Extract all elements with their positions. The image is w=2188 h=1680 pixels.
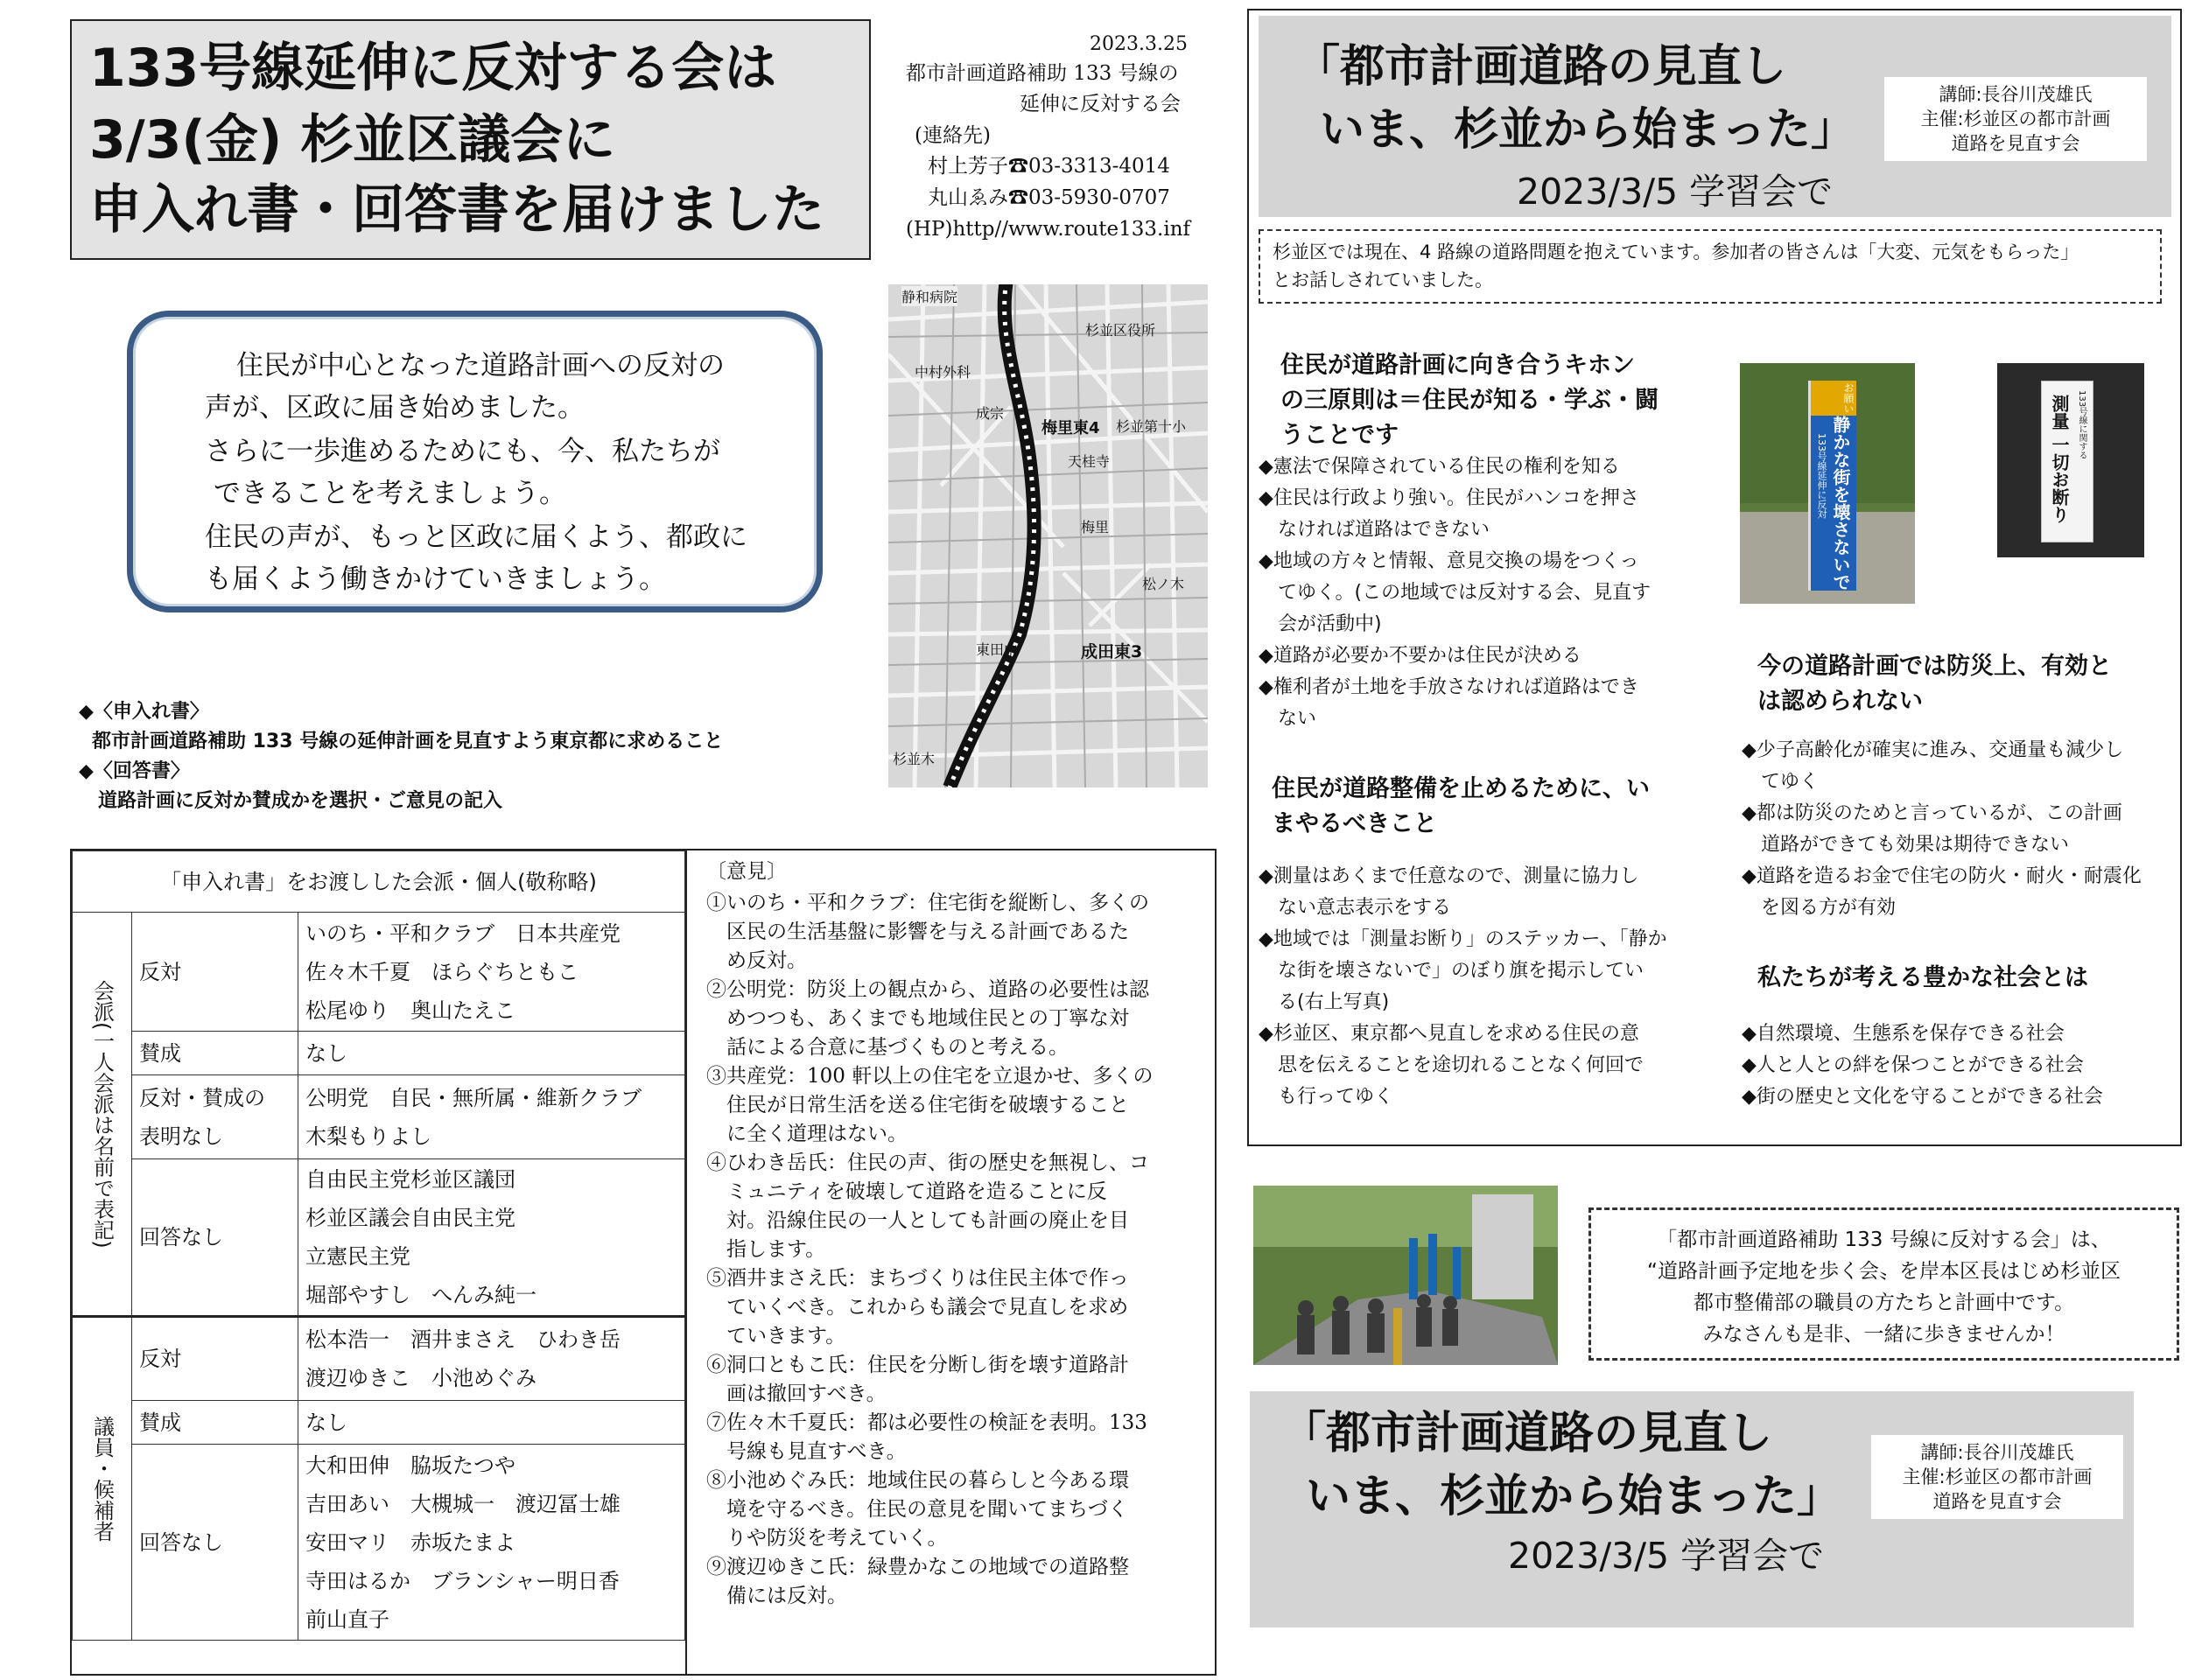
banner-main-text: 静かな街を壊さないで: [1830, 416, 1851, 591]
name-line: 吉田あい 大槻城一 渡辺冨士雄: [305, 1491, 621, 1516]
row-names: [298, 1032, 685, 1075]
org-name-line2: 延伸に反対する会: [1020, 93, 1181, 116]
repeat-host-line1: 主催:杉並区の都市計画: [1902, 1466, 2093, 1488]
map-label-5: 杉並区役所: [1085, 322, 1156, 339]
opinion-line: ⑥洞口ともこ氏：住民を分断し街を壊す道路計: [706, 1354, 1129, 1376]
lecturer-name: 講師:長谷川茂雄氏: [1939, 84, 2093, 105]
section3-item: ◆道路を造るお金で住宅の防火・耐火・耐震化: [1742, 865, 2142, 887]
map-graphic: [888, 284, 1208, 788]
section4-item: ◆街の歴史と文化を守ることができる社会: [1742, 1086, 2103, 1108]
lecturer-box: [1884, 77, 2147, 161]
name-line: 松本浩一 酒井まさえ ひわき岳: [305, 1327, 621, 1352]
walk-line1: 「都市計画道路補助 133 号線に反対する会」は、: [1657, 1228, 2111, 1251]
opinion-line: ていくべき。これからも議会で見直しを求め: [706, 1296, 1129, 1319]
section3-title-line1: 今の道路計画では防災上、有効と: [1757, 653, 2112, 680]
table-header: 「申入れ書」をお渡しした会派・個人(敬称略): [73, 851, 685, 913]
row-names: [298, 1317, 685, 1401]
row-label: 回答なし: [132, 1159, 298, 1317]
map-label-11: 梅里: [1081, 519, 1110, 536]
message-line4: できることを考えましょう。: [214, 478, 566, 509]
opinion-line: 境を守るべき。住民の意見を聞いてまちづく: [706, 1498, 1128, 1521]
message-line6: も届くよう働きかけていきましょう。: [205, 564, 666, 595]
opinion-line: めつつも、あくまでも地域住民との丁寧な対: [706, 1007, 1129, 1030]
homepage-url[interactable]: (HP)http//www.route133.inf: [906, 218, 1191, 241]
section1-item: てゆく。(この地域では反対する会、見直す: [1259, 582, 1652, 604]
section1-item: ◆地域の方々と情報、意見交換の場をつくっ: [1259, 550, 1639, 572]
section2-title-line2: まやるべきこと: [1272, 810, 1437, 837]
intro-line1: 杉並区では現在、4 路線の道路問題を抱えています。参加者の皆さんは「大変、元気をもらった」: [1273, 242, 2079, 262]
section2-item: 思を伝えることを途切れることなく何回で: [1259, 1054, 1645, 1076]
factions-table: [72, 850, 685, 1641]
name-line: 前山直子: [305, 1606, 389, 1632]
repeat-host-line2: 道路を見直す会: [1932, 1491, 2062, 1512]
main-title-line1: 133号線延伸に反対する会は: [89, 38, 777, 99]
note-answer-text: 道路計画に反対か賛成かを選択・ご意見の記入: [98, 790, 503, 812]
section2-item: も行ってゆく: [1259, 1086, 1394, 1108]
repeat-date: 2023/3/5 学習会で: [1508, 1535, 1825, 1577]
street-walk-photo: [1253, 1186, 1558, 1365]
opinion-line: め反対。: [706, 949, 807, 972]
sticker-small-text: 133号線に関する: [2077, 390, 2086, 460]
section1-title-line1: 住民が道路計画に向き合うキホン: [1280, 352, 1635, 379]
section1-item: ない: [1259, 708, 1317, 730]
row-names: [298, 1401, 685, 1445]
row-names: [298, 1445, 685, 1641]
map-label-6: 天桂寺: [1068, 453, 1111, 470]
opinion-line: ①いのち・平和クラブ：住宅街を縦断し、多くの: [706, 892, 1149, 914]
message-line2: 声が、区政に届き始めました。: [205, 392, 585, 424]
opinion-line: ミュニティを破壊して道路を造ることに反: [706, 1180, 1107, 1203]
contact-maruyama: 丸山ゑみ☎03-5930-0707: [928, 186, 1170, 209]
row-names: [298, 1075, 685, 1159]
section4-item: ◆自然環境、生態系を保存できる社会: [1742, 1023, 2065, 1045]
section2-item: ◆杉並区、東京都へ見直しを求める住民の意: [1259, 1023, 1639, 1045]
row-label: 反対・賛成の 表明なし: [132, 1075, 298, 1159]
issue-date: 2023.3.25: [1090, 33, 1188, 55]
group-factions-label: 会派(一人会派は名前で表記): [73, 913, 132, 1317]
nobori-flag: [1808, 381, 1856, 591]
section2-item: ない意志表示をする: [1259, 897, 1452, 919]
section2-item: る(右上写真): [1259, 991, 1390, 1013]
walk-line4: みなさんも是非、一緒に歩きませんか！: [1702, 1323, 2065, 1346]
row-label: 反対: [132, 1317, 298, 1401]
factions-table-box: [70, 849, 687, 1676]
opinion-line: 対。沿線住民の一人としても計画の廃止を目: [706, 1209, 1129, 1232]
contact-label: (連絡先): [915, 124, 991, 147]
contact-murakami: 村上芳子☎03-3313-4014: [928, 155, 1170, 178]
opinion-line: ⑧小池めぐみ氏：地域住民の暮らしと今ある環: [706, 1469, 1129, 1492]
note-answer-label: ◆〈回答書〉: [79, 760, 190, 782]
repeat-title-line2: いま、杉並から始まった」: [1306, 1471, 1842, 1522]
section2-title-line1: 住民が道路整備を止めるために、い: [1272, 775, 1650, 802]
message-line5: 住民の声が、もっと区政に届くよう、都政に: [205, 522, 747, 553]
row-names: [298, 1159, 685, 1317]
name-line: 自由民主党杉並区議団: [305, 1167, 515, 1192]
opinion-line: りや防災を考えていく。: [706, 1527, 948, 1550]
name-line: 松尾ゆり 奥山たえこ: [305, 998, 515, 1023]
study-intro: [1259, 229, 2162, 304]
section3-item: てゆく: [1742, 771, 1820, 793]
opinion-line: 画は撤回すべき。: [706, 1382, 887, 1405]
name-line: 寺田はるか ブランシャー明日香: [305, 1568, 620, 1593]
section2-item: ◆地域では「測量お断り」のステッカー、「静か: [1259, 928, 1667, 950]
section3-item: を図る方が有効: [1742, 897, 1897, 919]
section2-item: な街を壊さないで」のぼり旗を掲示してい: [1259, 960, 1645, 982]
row-label: 賛成: [132, 1032, 298, 1075]
study-title-line1: 「都市計画道路の見直し: [1295, 41, 1787, 93]
section1-item: ◆住民は行政より強い。住民がハンコを押さ: [1259, 487, 1639, 509]
sticker: [2041, 381, 2093, 542]
walk-line3: 都市整備部の職員の方たちと計画中です。: [1693, 1292, 2075, 1314]
message-line1: 住民が中心となった道路計画への反対の: [236, 350, 725, 382]
name-line: 杉並区議会自由民主党: [305, 1206, 515, 1230]
opinion-line: 備には反対。: [706, 1585, 847, 1607]
name-line: いのち・平和クラブ 日本共産党: [305, 920, 621, 946]
map-label-2: 中村外科: [915, 364, 971, 381]
name-line: 安田マリ 赤坂たまよ: [305, 1530, 515, 1555]
repeat-lecturer-box: [1871, 1435, 2123, 1519]
walk-event-box: [1588, 1208, 2179, 1361]
map-label-1: 静和病院: [901, 286, 957, 306]
opinion-line: 話による合意に基づくものと考える。: [706, 1036, 1069, 1059]
section1-title-line2: の三原則は＝住民が知る・学ぶ・闘: [1280, 387, 1659, 414]
opinions-header: 〔意見〕: [706, 860, 787, 883]
row-label: 賛成: [132, 1401, 298, 1445]
message-line3: さらに一歩進めるためにも、今、私たちが: [205, 436, 720, 467]
row-label: 回答なし: [132, 1445, 298, 1641]
group-members-label: 議員・候補者: [73, 1317, 132, 1641]
name-line: 佐々木千夏 ほらぐちともこ: [305, 959, 579, 984]
section1-item: ◆権利者が土地を手放さなければ道路はでき: [1259, 676, 1639, 698]
section1-title-line3: うことです: [1280, 422, 1399, 449]
opinion-line: 住民が日常生活を送る住宅街を破壊すること: [706, 1094, 1129, 1116]
org-name-line1: 都市計画道路補助 133 号線の: [906, 62, 1179, 85]
name-line: 堀部やすし へんみ純一: [305, 1283, 536, 1307]
opinion-line: ていきます。: [706, 1325, 846, 1348]
name-line: なし: [305, 1040, 347, 1066]
repeat-lecturer-name: 講師:長谷川茂雄氏: [1920, 1442, 2074, 1463]
opinion-line: 号線も見直すべき。: [706, 1440, 907, 1463]
name-line: 立憲民主党: [305, 1244, 410, 1269]
opinions-box: [685, 849, 1217, 1676]
repeat-title-line1: 「都市計画道路の見直し: [1281, 1408, 1773, 1460]
name-line: なし: [305, 1410, 347, 1435]
opinion-line: 指します。: [706, 1238, 826, 1261]
section4-title: 私たちが考える豊かな社会とは: [1757, 964, 2088, 991]
section3-item: 道路ができても効果は期待できない: [1742, 834, 2070, 856]
note-request-text: 都市計画道路補助 133 号線の延伸計画を見直すよう東京都に求めること: [92, 731, 724, 752]
opinion-line: ④ひわき岳氏：住民の声、街の歴史を無視し、コ: [706, 1152, 1149, 1174]
opinion-line: ③共産党：100 軒以上の住宅を立退かせ、多くの: [706, 1065, 1154, 1088]
host-line2: 道路を見直す会: [1951, 133, 2080, 154]
map-label-4: 梅里東4: [1041, 419, 1100, 438]
section1-item: 会が活動中): [1259, 613, 1382, 635]
host-line1: 主催:杉並区の都市計画: [1920, 108, 2111, 130]
name-line: 木梨もりよし: [305, 1124, 431, 1149]
banner-sub-text: 133号線延伸に反対: [1816, 433, 1827, 519]
row-label: 反対: [132, 913, 298, 1032]
name-line: 渡辺ゆきこ 小池めぐみ: [305, 1366, 536, 1390]
main-title-line3: 申入れ書・回答書を届けました: [89, 179, 824, 241]
section1-item: ◆道路が必要か不要かは住民が決める: [1259, 645, 1581, 667]
walk-line2: “道路計画予定地を歩く会〟を岸本区長はじめ杉並区: [1647, 1260, 2121, 1283]
section3-item: ◆都は防災のためと言っているが、この計画: [1742, 802, 2122, 824]
intro-line2: とお話しされていました。: [1273, 270, 1493, 290]
name-line: 公明党 自民・無所属・維新クラブ: [305, 1085, 642, 1110]
opinion-line: ⑤酒井まさえ氏：まちづくりは住民主体で作っ: [706, 1267, 1129, 1290]
name-line: 大和田伸 脇坂たつや: [305, 1452, 515, 1478]
main-title-box: [70, 19, 871, 260]
study-header-repeat: [1250, 1391, 2134, 1628]
study-date: 2023/3/5 学習会で: [1517, 171, 1834, 213]
street-scene: [1253, 1186, 1558, 1365]
section3-item: ◆少子高齢化が確実に進み、交通量も減少し: [1742, 739, 2124, 761]
opinion-line: ⑨渡辺ゆきこ氏：緑豊かなこの地域での道路整: [706, 1556, 1129, 1578]
section1-item: なければ道路はできない: [1259, 519, 1490, 541]
study-title-line2: いま、杉並から始まった」: [1320, 104, 1856, 156]
row-names: [298, 913, 685, 1032]
banner-photo: [1740, 363, 1915, 604]
map-label-3: 成宗: [976, 405, 1005, 422]
map-label-7: 杉並第十小: [1116, 418, 1187, 435]
map-label-8: 東田中: [976, 641, 1019, 658]
section1-item: ◆憲法で保障されている住民の権利を知る: [1259, 456, 1620, 478]
section4-item: ◆人と人との絆を保つことができる社会: [1742, 1054, 2084, 1076]
opinion-line: ⑦佐々木千夏氏：都は必要性の検証を表明。133: [706, 1411, 1147, 1434]
section3-title-line2: は認められない: [1757, 688, 1923, 715]
message-box: [127, 311, 823, 612]
route-map: [888, 284, 1208, 788]
sticker-main-text: 測量 一切お断り: [2049, 395, 2070, 523]
banner-top-label: お願い: [1811, 381, 1856, 416]
section2-item: ◆測量はあくまで任意なので、測量に協力し: [1259, 865, 1639, 887]
main-title-line2: 3/3(金) 杉並区議会に: [89, 109, 616, 171]
opinion-line: に全く道理はない。: [706, 1123, 908, 1145]
map-label-12: 松ノ木: [1142, 576, 1185, 592]
sticker-photo: [1997, 363, 2144, 557]
opinion-line: ②公明党：防災上の観点から、道路の必要性は認: [706, 978, 1149, 1001]
note-request-label: ◆〈申入れ書〉: [79, 701, 209, 723]
opinion-line: 区民の生活基盤に影響を与える計画であるた: [706, 920, 1129, 943]
study-header: [1259, 16, 2171, 217]
map-label-10: 杉並木: [893, 751, 936, 767]
map-label-9: 成田東3: [1081, 642, 1143, 662]
